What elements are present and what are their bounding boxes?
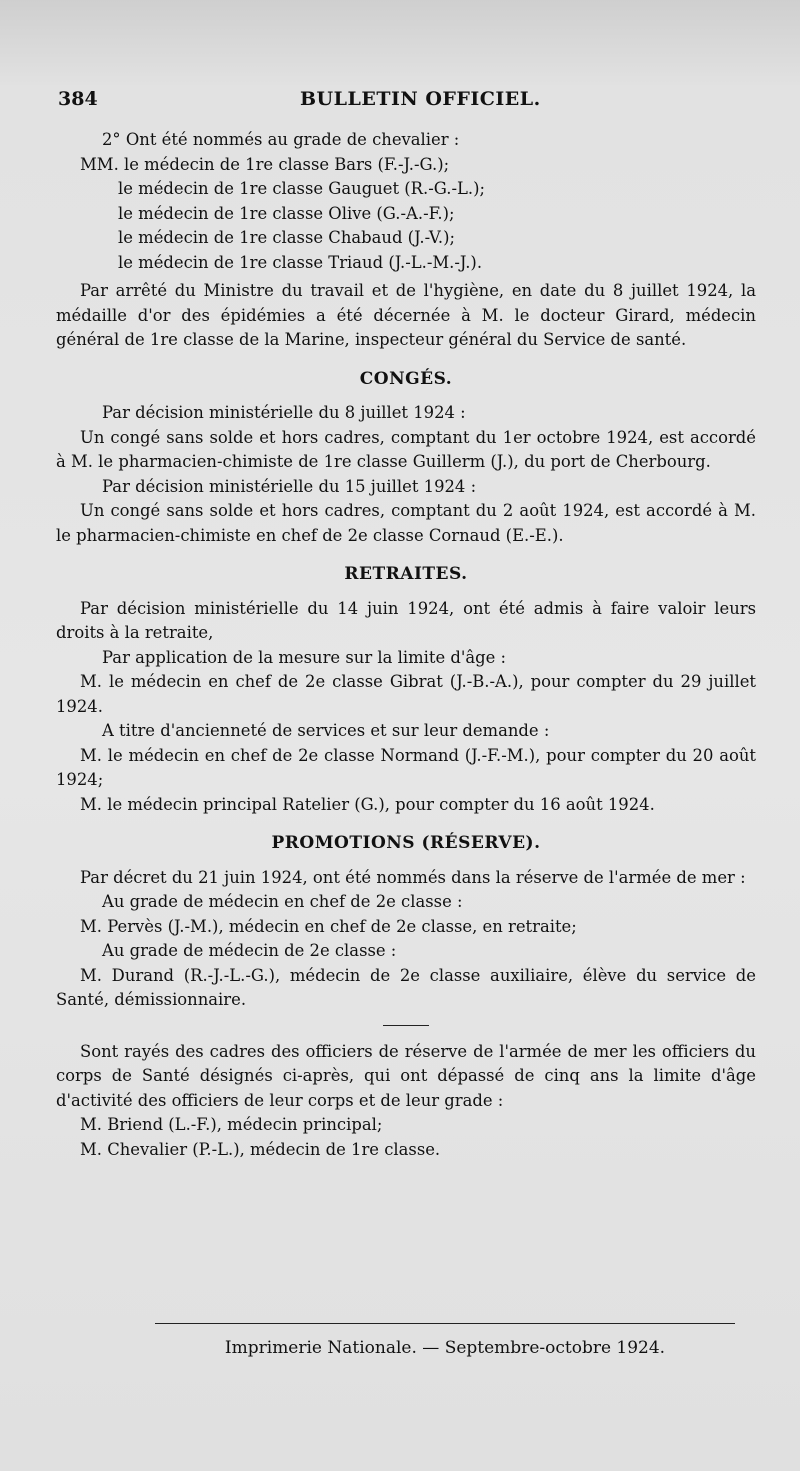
promotions-paragraph: M. Durand (R.-J.-L.-G.), médecin de 2e classe auxiliaire, élève du service de Santé, démissionnaire.	[56, 965, 756, 1009]
promotions-paragraph: Au grade de médecin de 2e classe :	[102, 941, 397, 960]
section-title-promotions: PROMOTIONS (RÉSERVE).	[271, 833, 541, 853]
retraites-paragraph: M. le médecin principal Ratelier (G.), pour compter du 16 août 1924.	[80, 794, 655, 814]
retraites-paragraph: A titre d'ancienneté de services et sur leur demande :	[102, 721, 550, 740]
nomination-item: le médecin de 1re classe Chabaud (J.-V.);	[118, 228, 456, 247]
conges-paragraph: Par décision ministérielle du 8 juillet 1924 :	[102, 403, 466, 422]
nomination-item: le médecin de 1re classe Gauguet (R.-G.-L.);	[118, 179, 485, 198]
document-body	[56, 128, 756, 1162]
arrete-paragraph: Par arrêté du Ministre du travail et de l'hygiène, en date du 8 juillet 1924, la médaille d'or des épidémies a été décernée à M. le docteur Girard, médecin général de 1re classe de la Marine, inspecteur général du Service de santé.	[56, 281, 756, 349]
promotions-paragraph: Au grade de médecin en chef de 2e classe :	[102, 892, 463, 911]
nomination-item: le médecin de 1re classe Triaud (J.-L.-M.-J.).	[118, 252, 483, 272]
page-number: 384	[58, 88, 98, 110]
conges-paragraph: Par décision ministérielle du 15 juillet 1924 :	[102, 476, 477, 496]
section-title-conges: CONGÉS.	[359, 368, 453, 389]
promotions-paragraph: Par décret du 21 juin 1924, ont été nommés dans la réserve de l'armée de mer :	[80, 867, 746, 887]
conges-paragraph: Un congé sans solde et hors cadres, comptant du 1er octobre 1924, est accordé à M. le pharmacien-chimiste de 1re classe Guillerm (J.), du port de Cherbourg.	[56, 427, 756, 471]
promotions-paragraph: M. Pervès (J.-M.), médecin en chef de 2e classe, en retraite;	[80, 916, 577, 936]
section-title-retraites: RETRAITES.	[344, 564, 468, 584]
nomination-item: MM. le médecin de 1re classe Bars (F.-J.-G.);	[80, 154, 450, 174]
retraites-paragraph: Par décision ministérielle du 14 juin 1924, ont été admis à faire valoir leurs droits à la retraite,	[56, 598, 756, 642]
retraites-paragraph: M. le médecin en chef de 2e classe Normand (J.-F.-M.), pour compter du 20 août 1924;	[56, 745, 756, 789]
promotions-paragraph: M. Briend (L.-F.), médecin principal;	[80, 1115, 383, 1134]
nomination-item: le médecin de 1re classe Olive (G.-A.-F.);	[118, 203, 455, 223]
running-header	[58, 88, 742, 118]
promotions-paragraph: M. Chevalier (P.-L.), médecin de 1re classe.	[80, 1139, 441, 1159]
footer-rule	[155, 1323, 735, 1324]
retraites-paragraph: Par application de la mesure sur la limite d'âge :	[102, 647, 507, 667]
promotions-paragraph: Sont rayés des cadres des officiers de réserve de l'armée de mer les officiers du corps de Santé désignés ci-après, qui ont dépassé de cinq ans la limite d'âge d'activité des officiers de leur corps et de leur grade :	[56, 1041, 756, 1110]
section-divider	[383, 1025, 429, 1026]
imprint-footer	[155, 1323, 735, 1358]
conges-paragraph: Un congé sans solde et hors cadres, comptant du 2 août 1924, est accordé à M. le pharmacien-chimiste en chef de 2e classe Cornaud (E.-E.).	[56, 501, 756, 545]
running-title: BULLETIN OFFICIEL.	[300, 88, 541, 110]
nominations-intro: 2° Ont été nommés au grade de chevalier :	[102, 130, 460, 149]
imprint-text: Imprimerie Nationale. — Septembre-octobre 1924.	[224, 1338, 666, 1358]
retraites-paragraph: M. le médecin en chef de 2e classe Gibrat (J.-B.-A.), pour compter du 29 juillet 1924.	[56, 672, 756, 716]
